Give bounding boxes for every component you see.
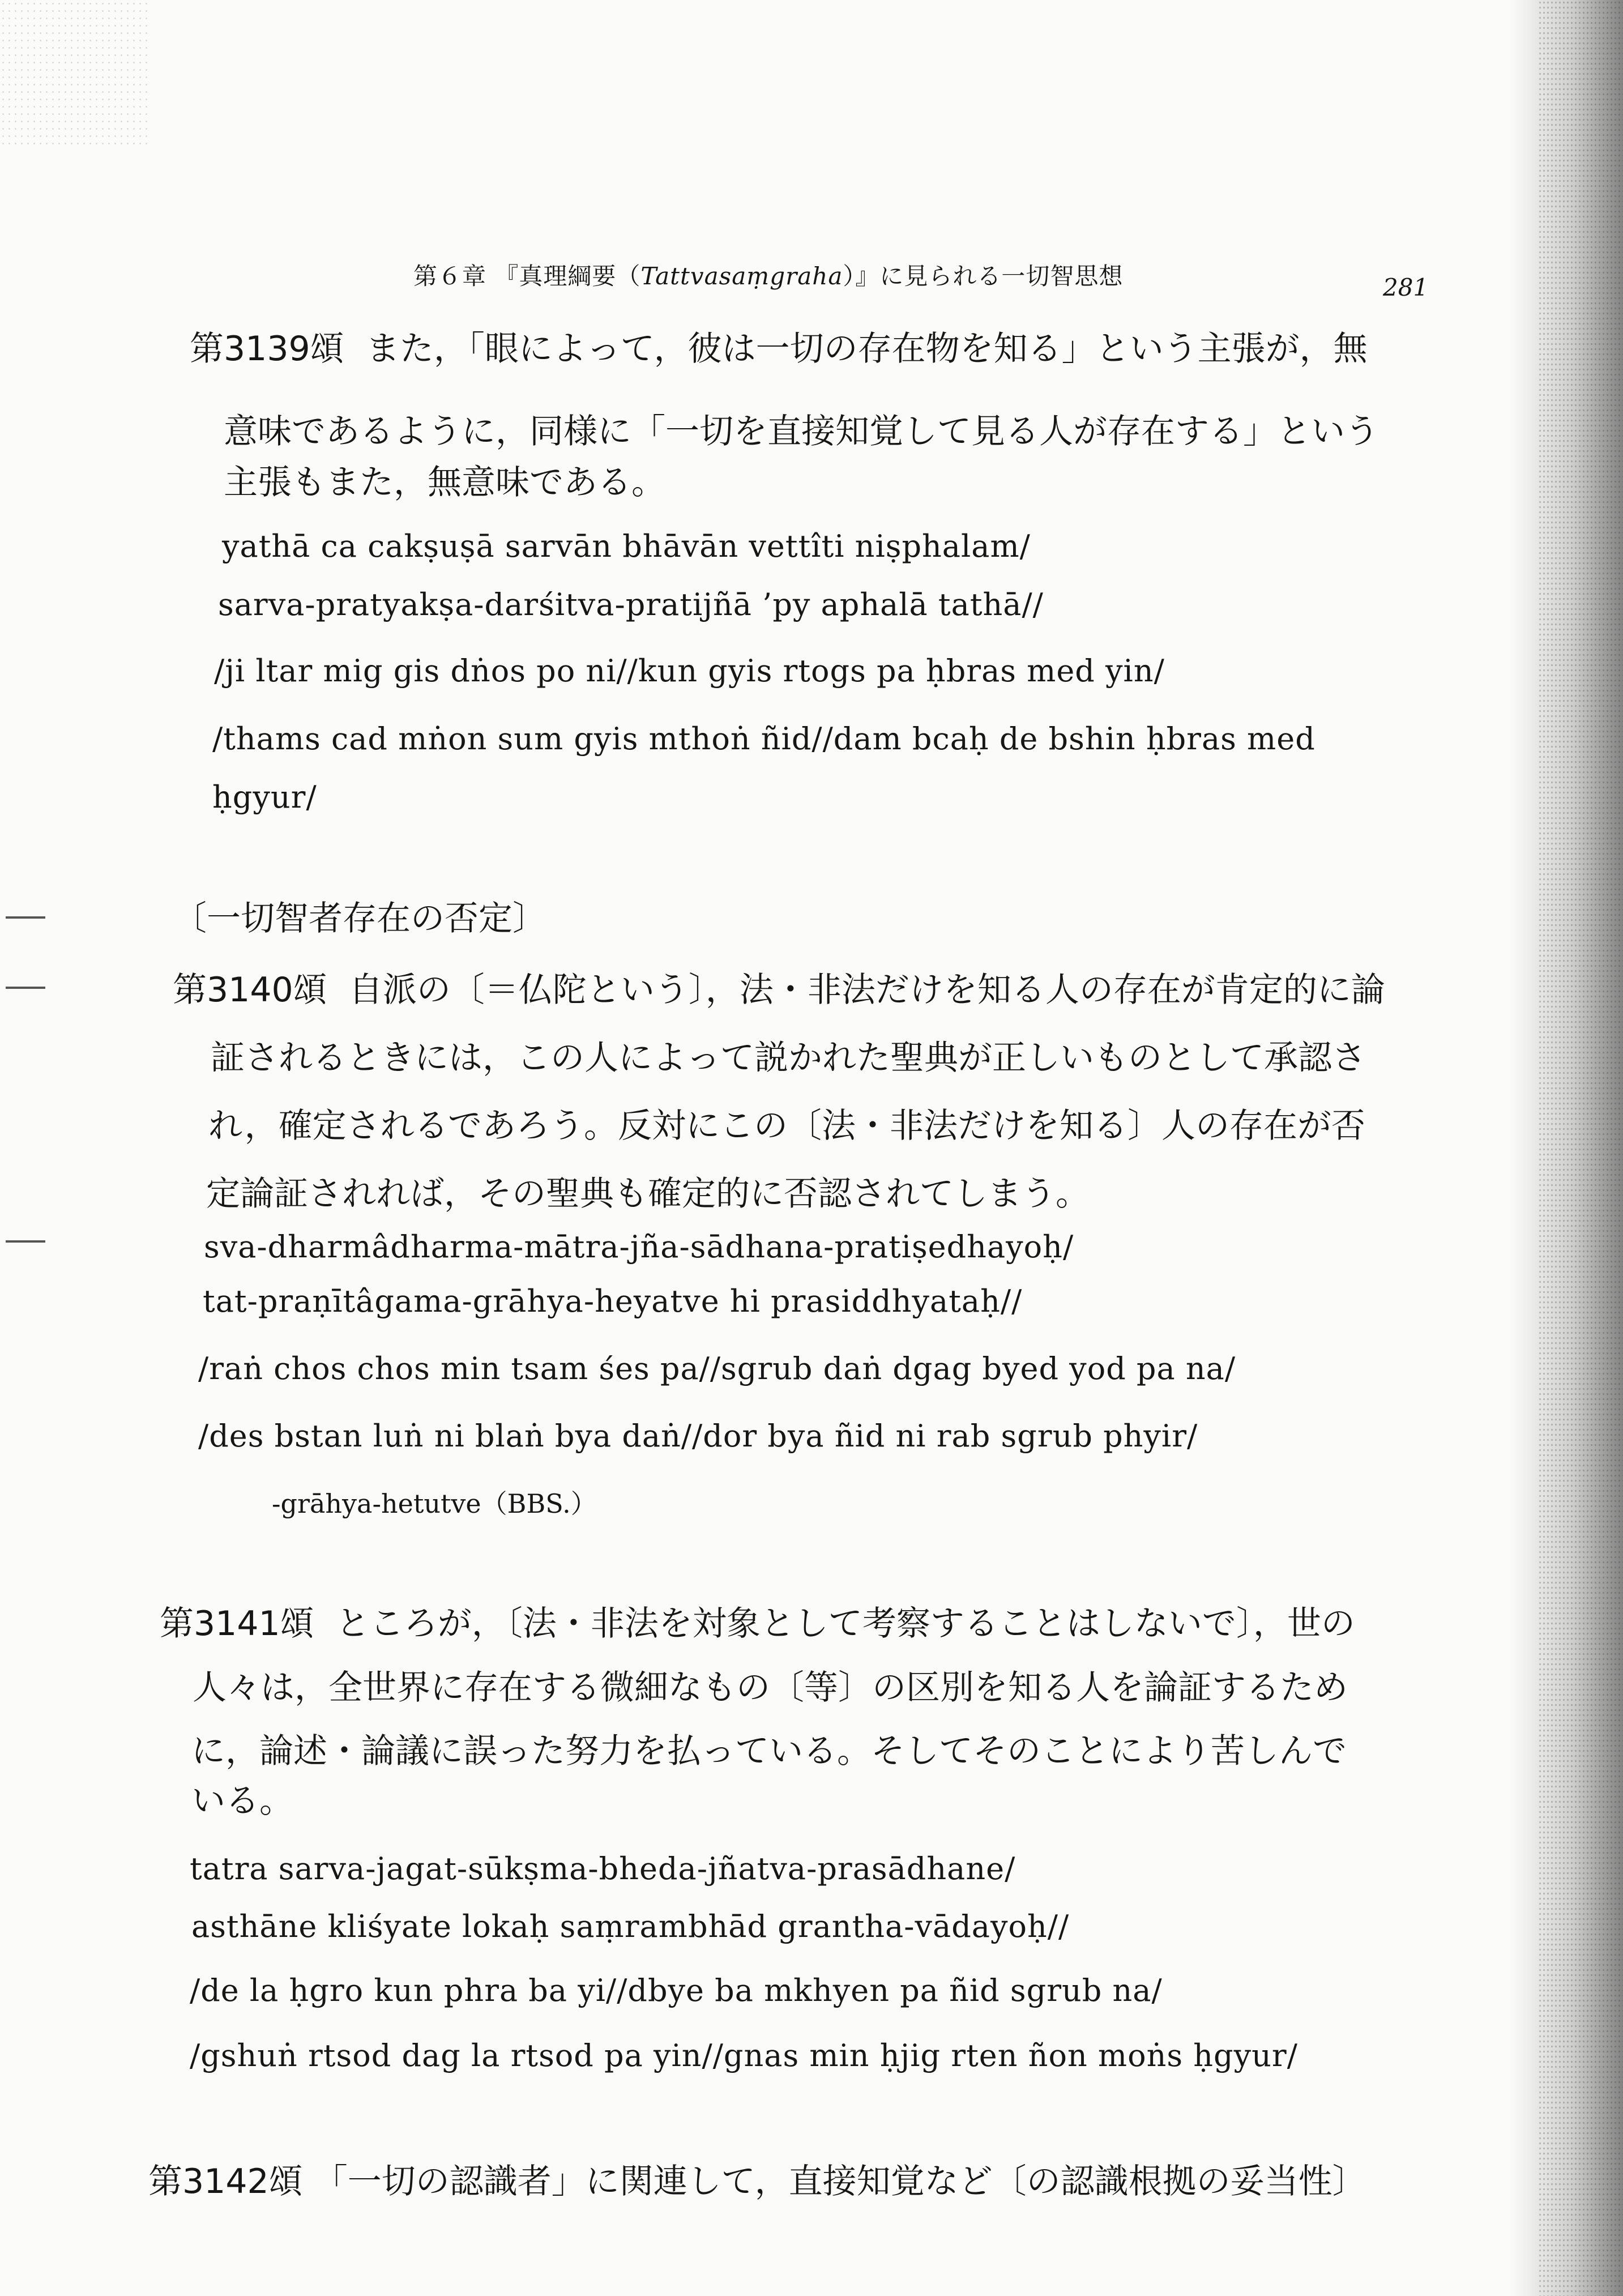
running-header <box>413 258 1123 292</box>
verse-3139-tib-1: /ji ltar mig gis dṅos po ni//kun gyis rtogs pa ḥbras med yin/ <box>214 653 1165 689</box>
verse-3139-jp-1: また，「眼によって，彼は一切の存在物を知る」という主張が，無 <box>365 329 1368 369</box>
verse-3140-skt-2: tat-praṇītâgama-grāhya-heyatve hi prasiddhyataḥ// <box>203 1283 1023 1319</box>
verse-3141-tib-2: /gshuṅ rtsod dag la rtsod pa yin//gnas min ḥjig rten ñon moṅs ḥgyur/ <box>190 2038 1298 2073</box>
verse-3141-jp-3: に，論述・論議に誤った努力を払っている。そしてそのことにより苦しんで <box>191 1731 1347 1771</box>
header-chapter-post: ）』に見られる一切智思想 <box>843 262 1124 290</box>
verse-3141-jp-2: 人々は，全世界に存在する微細なもの〔等〕の区別を知る人を論証するため <box>193 1668 1348 1708</box>
section-heading: 〔一切智者存在の否定〕 <box>173 899 546 938</box>
margin-mark <box>6 916 45 919</box>
verse-3142-label: 第3142頌 <box>148 2162 303 2201</box>
verse-3140-skt-1: sva-dharmâdharma-mātra-jña-sādhana-pratiṣedhayoḥ/ <box>204 1229 1074 1265</box>
verse-3142-jp-1: 「一切の認識者」に関連して，直接知覚など〔の認識根拠の妥当性〕 <box>313 2162 1366 2201</box>
verse-3141-label: 第3141頌 <box>160 1604 314 1644</box>
verse-3140-jp-1: 自派の〔＝仏陀という〕，法・非法だけを知る人の存在が肯定的に論 <box>348 970 1385 1010</box>
verse-3140-tib-1: /raṅ chos chos min tsam śes pa//sgrub daṅ dgag byed yod pa na/ <box>198 1351 1236 1386</box>
verse-3141-skt-2: asthāne kliśyate lokaḥ saṃrambhād grantha-vādayoḥ// <box>191 1909 1070 1944</box>
scan-noise <box>0 0 147 147</box>
verse-3140-jp-2: 証されるときには，この人によって説かれた聖典が正しいものとして承認さ <box>211 1038 1366 1078</box>
verse-3141-skt-1: tatra sarva-jagat-sūkṣma-bheda-jñatva-prasādhane/ <box>190 1851 1016 1887</box>
page-edge-noise <box>1538 0 1623 2296</box>
margin-mark <box>6 987 45 989</box>
verse-3141-jp-4: いる。 <box>191 1781 293 1821</box>
verse-3140-label: 第3140頌 <box>173 970 327 1010</box>
header-chapter-pre: 第６章 『真理綱要（ <box>413 262 641 290</box>
verse-3140-tib-2: /des bstan luṅ ni blaṅ bya daṅ//dor bya ñid ni rab sgrub phyir/ <box>198 1418 1198 1454</box>
verse-3140-jp-4: 定論証されれば，その聖典も確定的に否認されてしまう。 <box>206 1174 1090 1214</box>
verse-3139-skt-1: yathā ca cakṣuṣā sarvān bhāvān vettîti niṣphalam/ <box>222 528 1031 564</box>
verse-3139-jp-3: 主張もまた，無意味である。 <box>224 463 665 502</box>
verse-3139-skt-2: sarva-pratyakṣa-darśitva-pratijñā ’py aphalā tathā// <box>218 587 1044 622</box>
verse-3139-line-1 <box>190 329 1368 369</box>
verse-3139-tib-2: /thams cad mṅon sum gyis mthoṅ ñid//dam bcaḥ de bshin ḥbras med <box>212 721 1316 757</box>
verse-3141-line-1 <box>160 1604 1355 1644</box>
verse-3141-jp-1: ところが，〔法・非法を対象として考察することはしないで〕，世の <box>335 1604 1355 1644</box>
margin-mark <box>6 1240 45 1243</box>
verse-3139-tib-3: ḥgyur/ <box>212 779 317 815</box>
page-number: 281 <box>1383 274 1429 301</box>
verse-3139-jp-2: 意味であるように，同様に「一切を直接知覚して見る人が存在する」という <box>224 412 1379 451</box>
verse-3140-variant-note: -grāhya-hetutve（BBS.） <box>272 1488 597 1519</box>
verse-3142-line-1 <box>148 2162 1366 2201</box>
verse-3140-jp-3: れ，確定されるであろう。反対にこの〔法・非法だけを知る〕人の存在が否 <box>208 1106 1365 1146</box>
verse-3139-label: 第3139頌 <box>190 329 344 369</box>
header-chapter-title: Tattvasaṃgraha <box>640 262 843 290</box>
verse-3141-tib-1: /de la ḥgro kun phra ba yi//dbye ba mkhyen pa ñid sgrub na/ <box>190 1973 1163 2008</box>
verse-3140-line-1 <box>173 970 1385 1010</box>
